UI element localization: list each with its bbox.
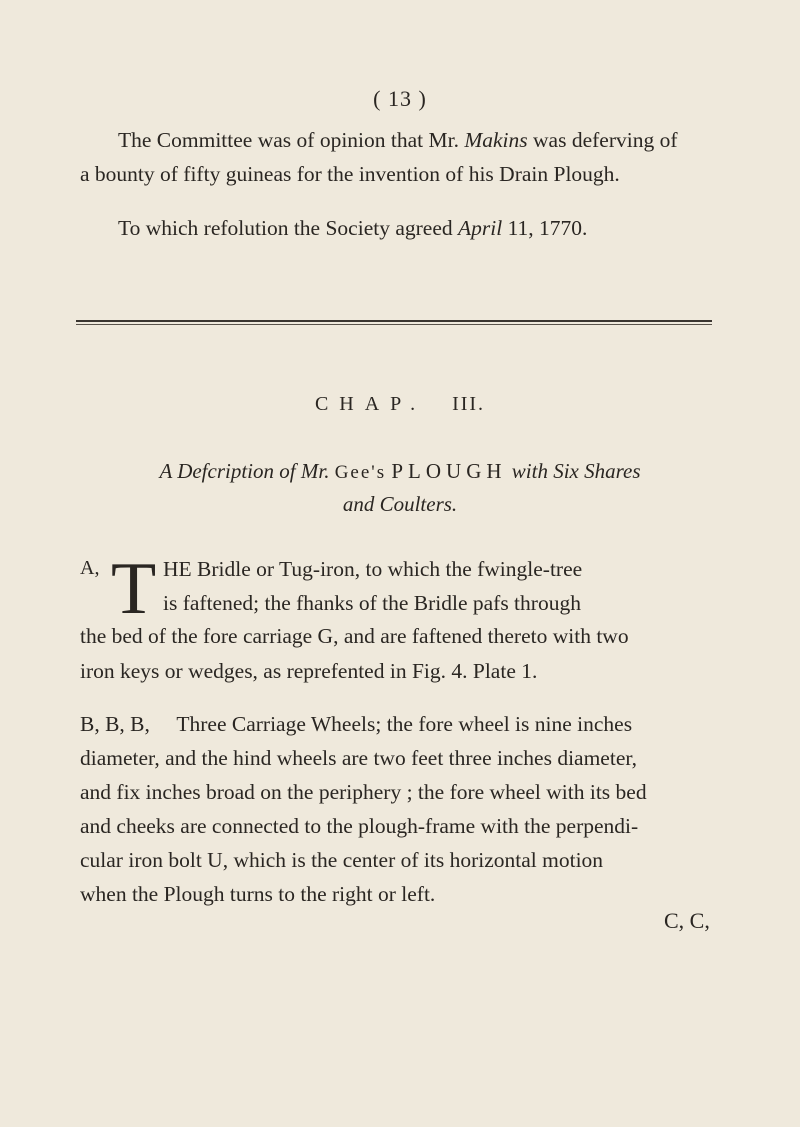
para-b-line-1: B, B, B, Three Carriage Wheels; the fore wheel is nine inches	[80, 712, 633, 736]
chapter-number: III.	[452, 393, 486, 415]
para-a-line-2: is faftened; the fhanks of the Bridle pafs through	[163, 591, 581, 615]
intro-line-3	[118, 216, 587, 241]
para-b-line-3: and fix inches broad on the periphery ; the fore wheel with its bed	[80, 780, 647, 804]
para-b-line-6: when the Plough turns to the right or left.	[80, 882, 436, 906]
para-a-line-3: the bed of the fore carriage G, and are faftened thereto with two	[80, 624, 629, 648]
item-label-a: A,	[80, 557, 100, 579]
section-divider-thin	[76, 324, 712, 325]
drop-cap: T	[111, 548, 157, 630]
section-divider	[76, 320, 712, 322]
inventor-name: Makins	[464, 128, 528, 152]
para-b-line-4: and cheeks are connected to the plough-frame with the perpendi-	[80, 814, 639, 838]
chapter-title-name: Gee's	[334, 462, 387, 483]
chapter-title-line-2: and Coulters.	[342, 492, 458, 516]
intro-line-2: a bounty of fifty guineas for the invention of his Drain Plough.	[80, 162, 620, 186]
intro-line-1	[118, 128, 678, 153]
chapter-title	[0, 459, 800, 484]
catchword: C, C,	[664, 908, 710, 933]
chapter-title-part1: A Defcription of Mr.	[159, 459, 330, 483]
page-number: ( 13 )	[373, 86, 427, 111]
intro-line-1-suffix: was deferving of	[527, 128, 678, 152]
para-a-line-4: iron keys or wedges, as reprefented in Fig. 4. Plate 1.	[80, 659, 538, 683]
intro-line-3-prefix: To which refolution the Society agreed	[118, 216, 459, 240]
chapter-heading	[0, 393, 800, 416]
resolution-date: 11, 1770.	[502, 216, 588, 240]
resolution-month: April	[458, 216, 503, 240]
chapter-title-part2: with Six Shares	[511, 459, 641, 483]
chapter-label: CHAP.	[314, 393, 427, 415]
para-a-line-1: HE Bridle or Tug-iron, to which the fwingle-tree	[163, 557, 583, 581]
chapter-title-plough: PLOUGH	[391, 459, 507, 483]
para-b-line-2: diameter, and the hind wheels are two feet three inches diameter,	[80, 746, 638, 770]
intro-line-1-prefix: The Committee was of opinion that Mr.	[118, 128, 465, 152]
para-b-line-5: cular iron bolt U, which is the center of its horizontal motion	[80, 848, 604, 872]
